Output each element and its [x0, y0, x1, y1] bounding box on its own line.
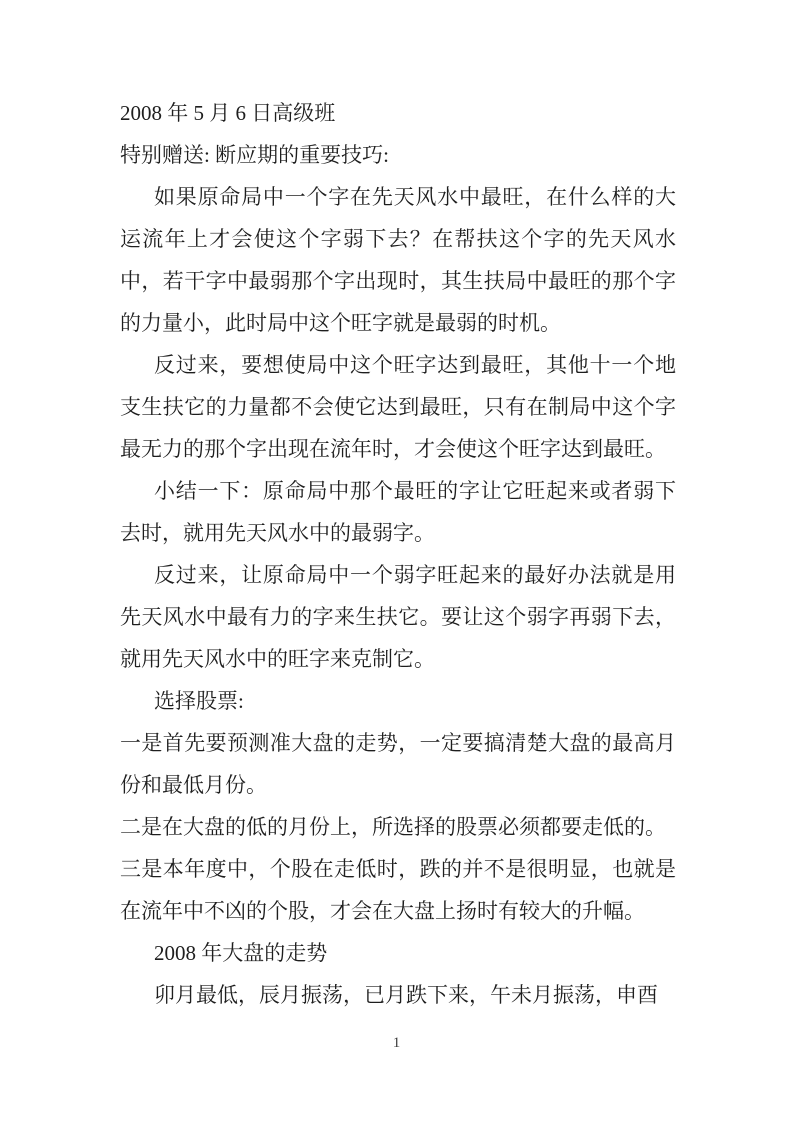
paragraph-rule-one: 一是首先要预测准大盘的走势，一定要搞清楚大盘的最高月份和最低月份。: [120, 731, 676, 797]
section-2008-market-trend: 2008 年大盘的走势: [154, 941, 328, 965]
date-title-line: 2008 年 5 月 6 日高级班: [120, 101, 336, 125]
paragraph-summary: 小结一下：原命局中那个最旺的字让它旺起来或者弱下去时，就用先天风水中的最弱字。: [120, 479, 676, 545]
paragraph-ruling-weak: 如果原命局中一个字在先天风水中最旺，在什么样的大运流年上才会使这个字弱下去？在帮扶这个字的先天风水中，若干字中最弱那个字出现时，其生扶局中最旺的那个字的力量小，此时局中这个旺字就是最弱的时机。: [120, 185, 676, 335]
paragraph-ruling-strong: 反过来，要想使局中这个旺字达到最旺，其他十一个地支生扶它的力量都不会使它达到最旺，只有在制局中这个字最无力的那个字出现在流年时，才会使这个旺字达到最旺。: [120, 353, 676, 461]
subtitle-line: 特别赠送: 断应期的重要技巧:: [120, 143, 389, 167]
section-stock-selection: 选择股票:: [154, 689, 244, 713]
paragraph-monthly-trend: 卯月最低，辰月振荡，已月跌下来，午未月振荡，申酉: [154, 983, 658, 1007]
paragraph-reverse-method: 反过来，让原命局中一个弱字旺起来的最好办法就是用先天风水中最有力的字来生扶它。要让这个弱字再弱下去，就用先天风水中的旺字来克制它。: [120, 563, 676, 671]
page-number: 1: [392, 1035, 401, 1051]
document-body: [120, 92, 676, 1016]
paragraph-rule-three: 三是本年度中，个股在走低时，跌的并不是很明显，也就是在流年中不凶的个股，才会在大盘上扬时有较大的升幅。: [120, 857, 676, 923]
paragraph-rule-two: 二是在大盘的低的月份上，所选择的股票必须都要走低的。: [120, 815, 666, 839]
